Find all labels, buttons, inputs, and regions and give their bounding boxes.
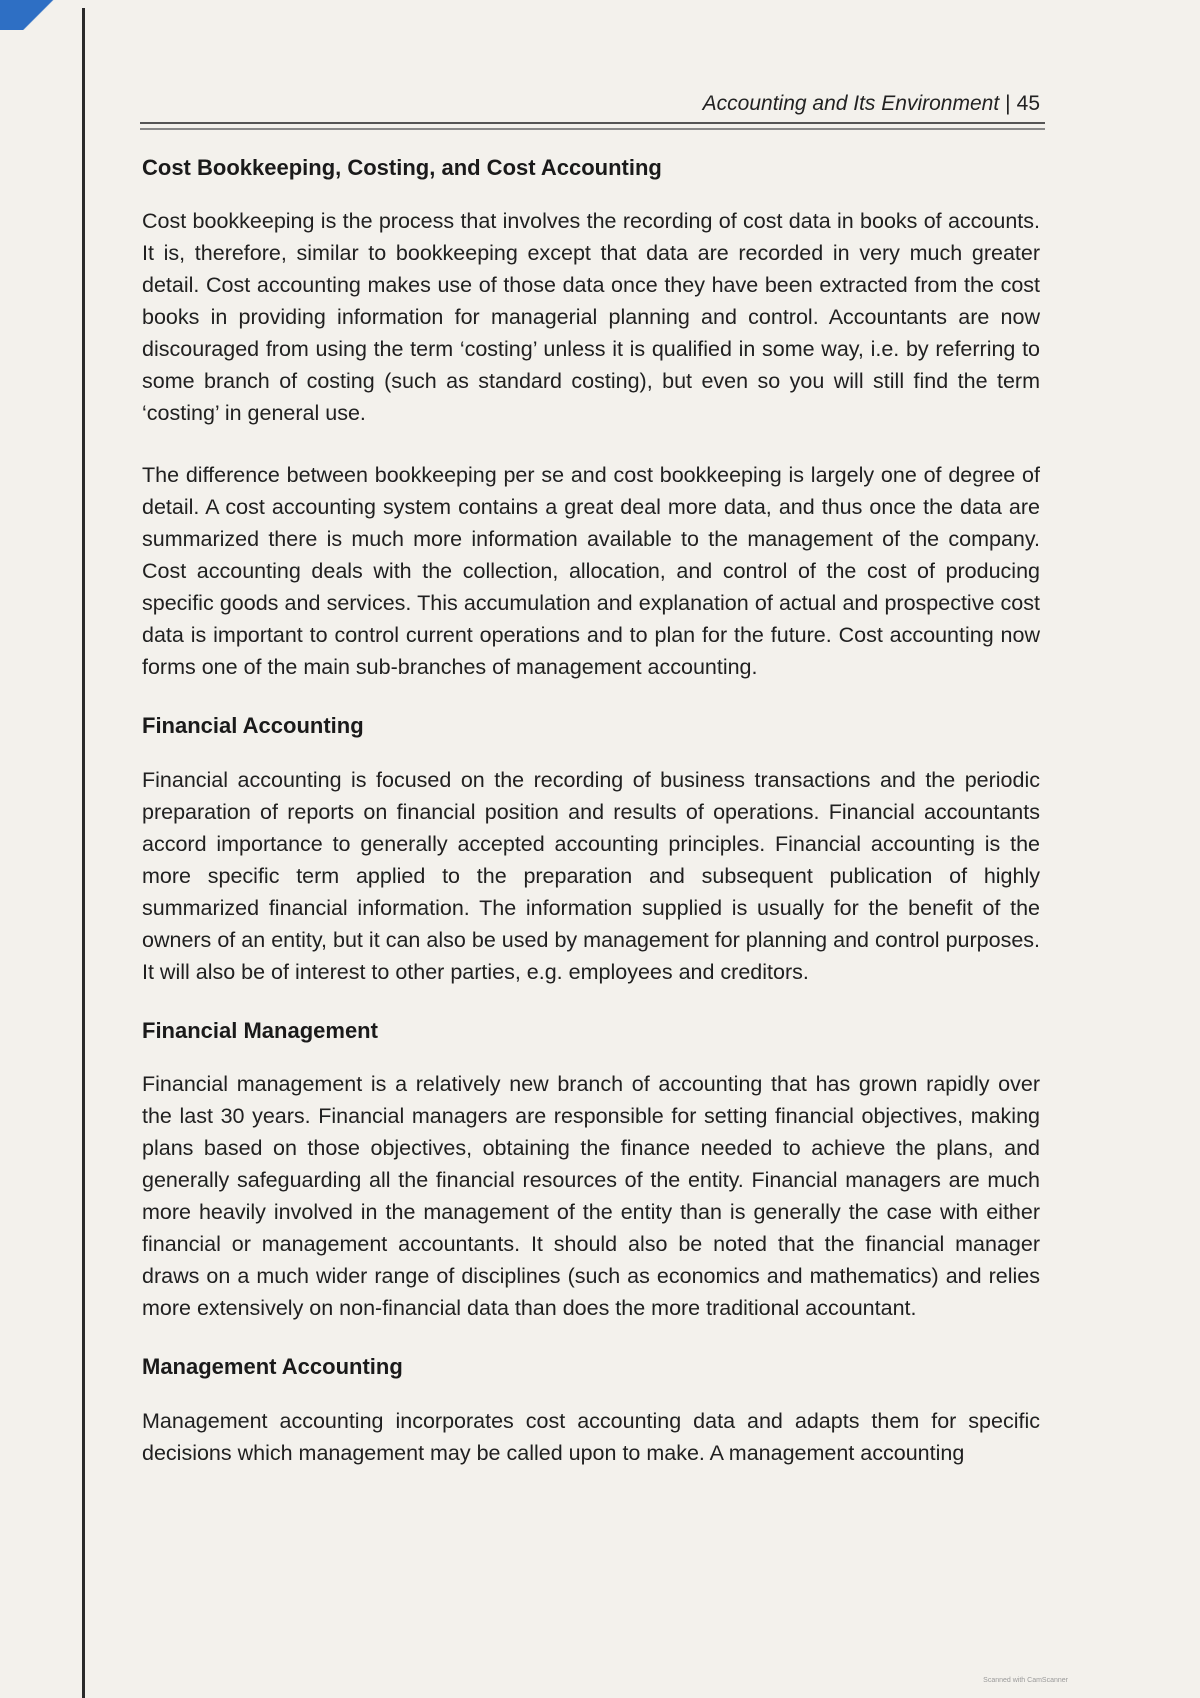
section-heading: Management Accounting [142, 1354, 403, 1380]
running-title: Accounting and Its Environment [702, 92, 1000, 115]
section-heading: Financial Accounting [142, 713, 364, 739]
body-paragraph: Cost bookkeeping is the process that involves the recording of cost data in books of accounts. It is, therefore, similar to bookkeeping except that data are recorded in very much greater detail. Cost accounting makes use of those data once they have been extracted from the cost books in providing information for managerial planning and control. Accountants are now discouraged from using the term ‘costing’ unless it is qualified in some way, i.e. by referring to some branch of costing (such as standard costing), but even so you will still find the term ‘costing’ in general use. [142, 209, 1040, 426]
body-paragraph: Financial management is a relatively new branch of accounting that has grown rapidly over the last 30 years. Financial managers are responsible for setting financial objectives, making plans based on those objectives, obtaining the finance needed to achieve the plans, and generally safeguarding all the financial resources of the entity. Financial managers are much more heavily involved in the management of the entity than is generally the case with either financial or management accountants. It should also be noted that the financial manager draws on a much wider range of disciplines (such as economics and mathematics) and relies more extensively on non-financial data than does the more traditional accountant. [142, 1072, 1040, 1321]
page-body [142, 155, 1040, 1499]
section-financial-accounting [142, 713, 1040, 987]
section-heading: Cost Bookkeeping, Costing, and Cost Accounting [142, 155, 662, 180]
body-paragraph: Management accounting incorporates cost accounting data and adapts them for specific decisions which management may be called upon to make. A management accounting [142, 1408, 1040, 1465]
body-paragraph: The difference between bookkeeping per se and cost bookkeeping is largely one of degree of detail. A cost accounting system contains a great deal more data, and thus once the data are summarized there is much more information available to the management of the company. Cost accounting deals with the collection, allocation, and control of the cost of producing specific goods and services. This accumulation and explanation of actual and prospective cost data is important to control current operations and to plan for the future. Cost accounting now forms one of the main sub-branches of management accounting. [142, 463, 1040, 680]
page-number: 45 [1016, 92, 1040, 115]
section-cost-bookkeeping [142, 155, 1040, 683]
scanner-watermark: Scanned with CamScanner [983, 1677, 1068, 1684]
section-management-accounting [142, 1354, 1040, 1468]
corner-tab-mark [0, 0, 120, 30]
section-heading: Financial Management [142, 1017, 378, 1043]
header-rule [140, 122, 1045, 130]
body-paragraph: Financial accounting is focused on the recording of business transactions and the periodic preparation of reports on financial position and results of operations. Financial accountants accord importance to generally accepted accounting principles. Financial accounting is the more specific term applied to the preparation and subsequent publication of highly summarized financial information. The information supplied is usually for the benefit of the owners of an entity, but it can also be used by management for planning and control purposes. It will also be of interest to other parties, e.g. employees and creditors. [142, 767, 1040, 984]
header-separator: | [1005, 92, 1011, 115]
running-header [600, 92, 1040, 116]
section-financial-management [142, 1018, 1040, 1324]
page-binding-edge [82, 8, 85, 1698]
